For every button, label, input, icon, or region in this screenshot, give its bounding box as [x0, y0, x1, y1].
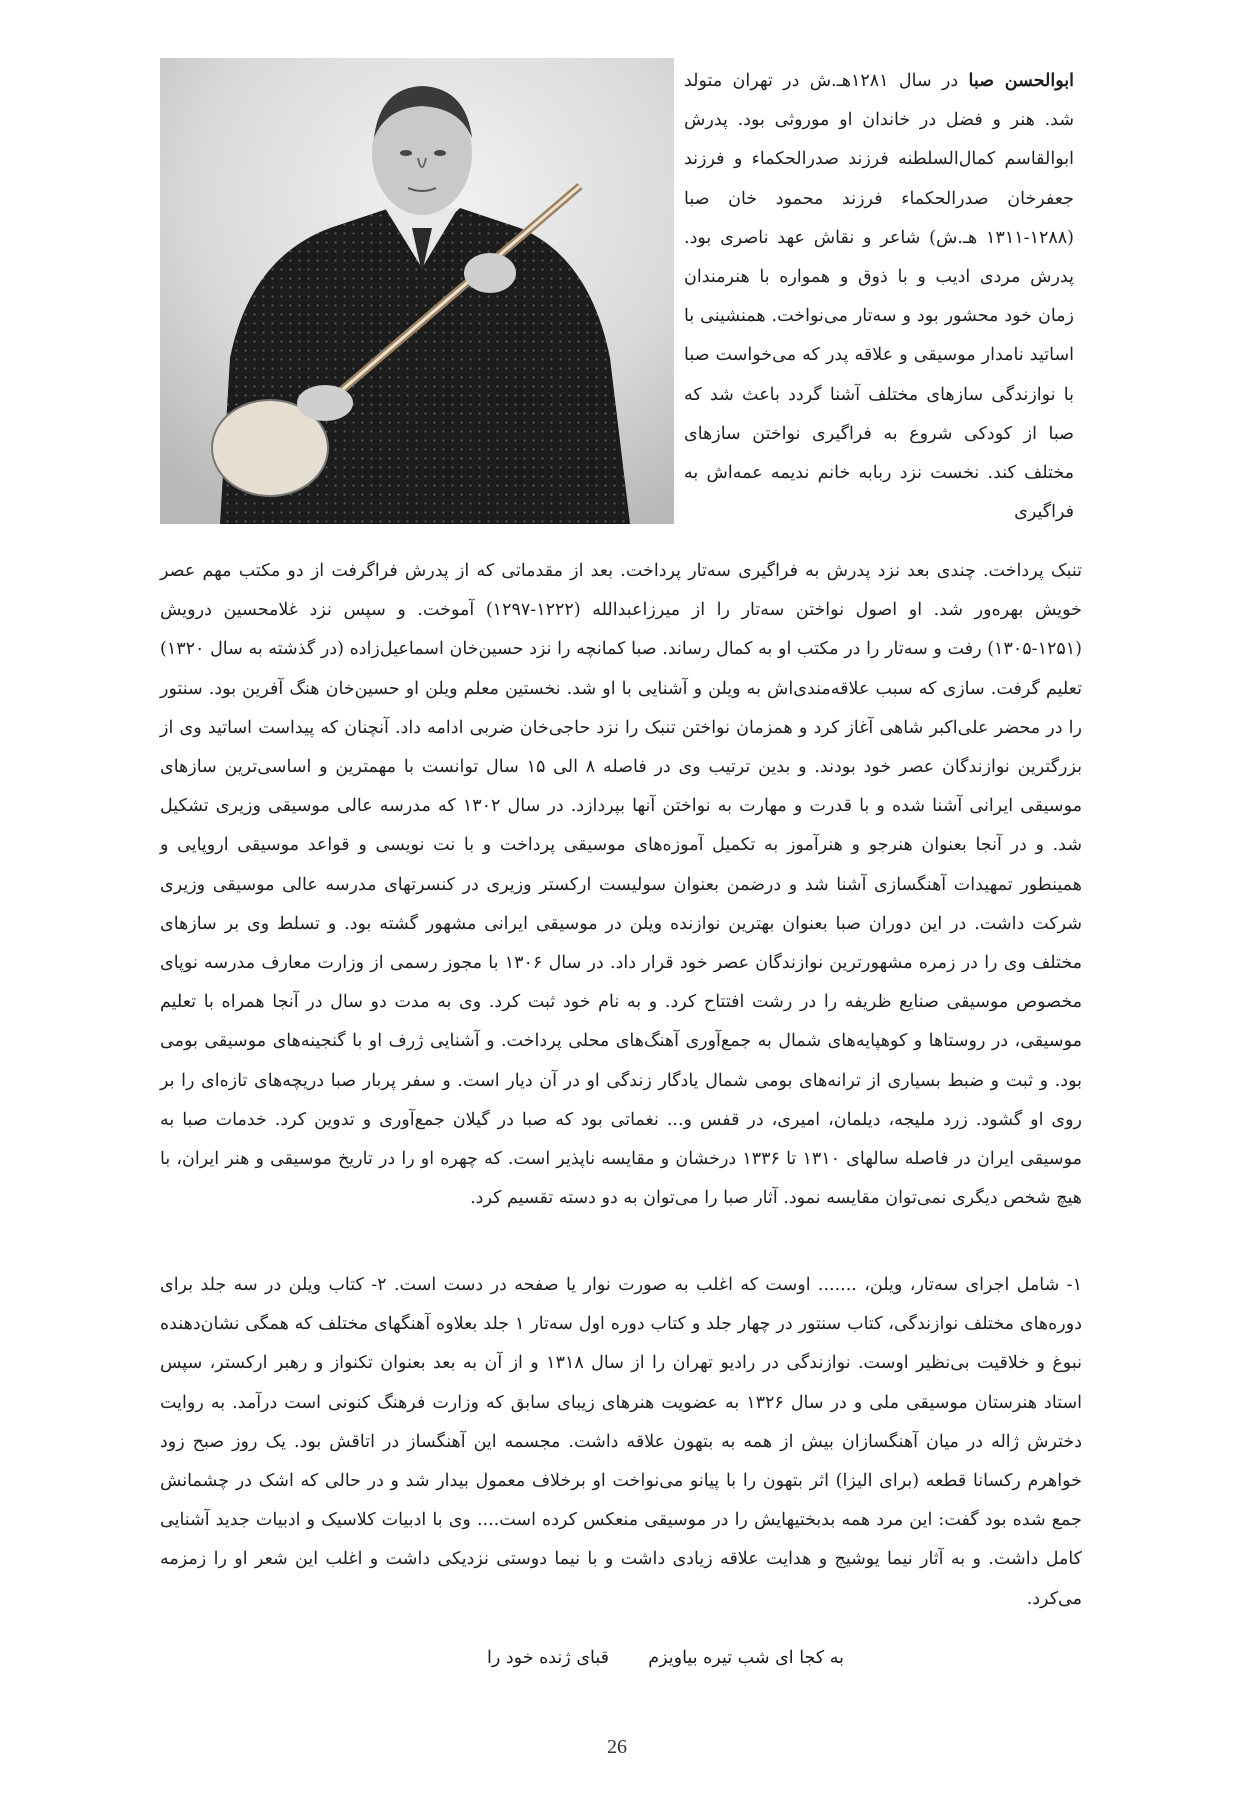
poem-hemistich-2: قبای ژنده خود را	[486, 1648, 609, 1668]
subject-name: ابوالحسن صبا	[968, 71, 1074, 91]
works-text: ۱- شامل اجرای سه‌تار، ویلن، ....... اوست که اغلب به صورت نوار یا صفحه در دست است. ۲- کتاب ویلن در سه جلد برای دوره‌های مختلف نوازندگی، کتاب سنتور در چهار جلد و کتاب دوره اول سه‌تار ۱ جلد بعلاوه آهنگهای مختلف که همگی نشان‌دهنده نبوغ و خلاقیت بی‌نظیر اوست. نوازندگی در رادیو تهران را از سال ۱۳۱۸ و از آن به بعد بعنوان تکنواز و رهبر ارکستر، سپس استاد هنرستان موسیقی ملی و در سال ۱۳۲۶ به عضویت هنرهای زیبای سابق که وزارت فرهنگ کنونی است درآمد. به روایت دخترش ژاله در میان آهنگسازان بیش از همه به بتهون علاقه داشت. مجسمه این آهنگساز در اتاقش بود. یک روز صبح زود خواهرم رکسانا قطعه (برای الیزا) اثر بتهون را با پیانو می‌نواخت او برخلاف معمول بیدار شد و در حالی که اشک در چشمانش جمع شده بود گفت: این مرد همه بدبختیهایش را در موسیقی منعکس کرده است.... وی با ادبیات کلاسیک و ادبیات جدید آشنایی کامل داشت. و به آثار نیما یوشیج و هدایت علاقه زیادی داشت و با نیما دوستی نزدیکی داشت و اغلب این شعر او را زمزمه می‌کرد.	[160, 1275, 1083, 1609]
biography-paragraph	[160, 552, 1082, 1218]
portrait-photo	[160, 58, 674, 524]
intro-text: در سال ۱۲۸۱هـ.ش در تهران متولد شد. هنر و فضل در خاندان او موروثی بود. پدرش ابوالقاسم کمال‌السلطنه فرزند صدرالحکماء و فرزند جعفرخان صدرالحکماء فرزند محمود خان صبا (۱۲۸۸-۱۳۱۱ هـ.ش) شاعر و نقاش عهد ناصری بود. پدرش مردی ادیب و با ذوق و همواره با هنرمندان زمان خود محشور بود و سه‌تار می‌نواخت. همنشینی با اساتید نامدار موسیقی و علاقه پدر که می‌خواست صبا با نوازندگی سازهای مختلف آشنا گردد باعث شد که صبا از کودکی شروع به فراگیری نواختن سازهای مختلف کند. نخست نزد ربابه خانم ندیمه عمه‌اش به فراگیری	[684, 71, 1074, 523]
portrait-photo-setar-player-icon	[160, 58, 674, 524]
poem-hemistich-1: به کجا ای شب تیره بیاویزم	[648, 1648, 844, 1668]
page-number: 26	[607, 1736, 627, 1758]
intro-paragraph	[684, 62, 1074, 532]
biography-text: تنبک پرداخت. چندی بعد نزد پدرش به فراگیری سه‌تار پرداخت. بعد از مقدماتی که از پدرش فراگرفت از دو مکتب مهم عصر خویش بهره‌ور شد. او اصول نواختن سه‌تار را از میرزاعبدالله (۱۲۲۲-۱۲۹۷) آموخت. و سپس نزد غلامحسین درویش (۱۲۵۱-۱۳۰۵) رفت و سه‌تار را در مکتب او به کمال رساند. صبا کمانچه را نزد حسین‌خان اسماعیل‌زاده (در گذشته به سال ۱۳۲۰) تعلیم گرفت. سازی که سبب علاقه‌مندی‌اش به ویلن و آشنایی با او شد. نخستین معلم ویلن او حسین‌خان هنگ آفرین بود. سنتور را در محضر علی‌اکبر شاهی آغاز کرد و همزمان نواختن تنبک را نزد حاجی‌خان ضربی ادامه داد. آنچنان که پیداست اساتید وی از بزرگترین نوازندگان عصر خود بودند. و بدین ترتیب وی در فاصله ۸ الی ۱۵ سال توانست با مهمترین و اساسی‌ترین سازهای موسیقی ایرانی آشنا شده و با قدرت و مهارت به نواختن آنها بپردازد. در سال ۱۳۰۲ که مدرسه عالی موسیقی وزیری تشکیل شد. و در آنجا بعنوان هنرجو و هنرآموز به تکمیل آموزه‌های موسیقی پرداخت و با نت نویسی و قواعد موسیقی اروپایی و همینطور تمهیدات آهنگسازی آشنا شد و درضمن بعنوان سولیست ارکستر وزیری در کنسرتهای مدرسه عالی موسیقی وزیری شرکت داشت. در این دوران صبا بعنوان بهترین نوازنده ویلن در موسیقی ایرانی مشهور گشته بود. و تسلط وی بر سازهای مختلف وی را در زمره مشهورترین نوازندگان عصر خود قرار داد. در سال ۱۳۰۶ با مجوز رسمی از وزارت معارف مدرسه نوپای مخصوص موسیقی صنایع ظریفه را در رشت افتتاح کرد. و به نام خود ثبت کرد. وی به مدت دو سال در آنجا همراه با تعلیم موسیقی، در روستاها و کوهپایه‌های شمال به جمع‌آوری آهنگ‌های محلی پرداخت. و آشنایی ژرف او با گنجینه‌های موسیقی بومی بود. و ثبت و ضبط بسیاری از ترانه‌های بومی شمال یادگار زندگی او در آن دیار است. و سفر پربار صبا دریچه‌های تازه‌ای را بر روی او گشود. زرد ملیجه، دیلمان، امیری، در قفس و... نغماتی بود که صبا در گیلان جمع‌آوری و تدوین کرد. خدمات صبا به موسیقی ایران در فاصله سالهای ۱۳۱۰ تا ۱۳۳۶ درخشان و مقایسه ناپذیر است. که چهره او را در تاریخ موسیقی و هنر ایران، با هیچ شخص دیگری نمی‌توان مقایسه نمود. آثار صبا را می‌توان به دو دسته تقسیم کرد.	[160, 561, 1083, 1209]
works-paragraph	[160, 1266, 1082, 1619]
